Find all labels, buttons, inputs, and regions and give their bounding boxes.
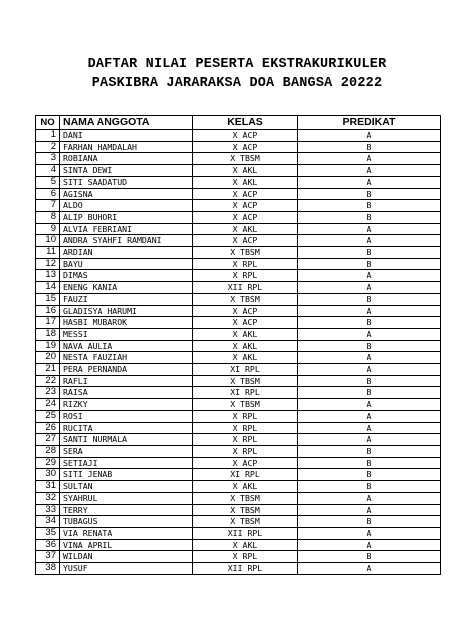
table-row [36,469,441,481]
table-row [36,223,441,235]
table-row [36,340,441,352]
grade-cell: B [298,375,441,387]
grade-cell: B [298,387,441,399]
grade-cell: A [298,504,441,516]
row-number: 10 [36,235,60,247]
member-name: SERA [60,445,193,457]
class-cell: XI RPL [193,364,298,376]
grades-table [35,115,441,575]
member-name: ARDIAN [60,247,193,259]
grade-cell: A [298,364,441,376]
table-row [36,481,441,493]
table-row [36,434,441,446]
grade-cell: B [298,258,441,270]
table-row [36,211,441,223]
member-name: PERA PERNANDA [60,364,193,376]
grade-cell: A [298,527,441,539]
member-name: AGISNA [60,188,193,200]
grade-cell: A [298,539,441,551]
class-cell: X ACP [193,141,298,153]
table-row [36,352,441,364]
class-cell: XII RPL [193,527,298,539]
member-name: MESSI [60,328,193,340]
row-number: 19 [36,340,60,352]
member-name: SETIAJI [60,457,193,469]
row-number: 35 [36,527,60,539]
class-cell: X TBSM [193,399,298,411]
grade-cell: B [298,293,441,305]
member-name: ALIP BUHORI [60,211,193,223]
member-name: ENENG KANIA [60,282,193,294]
row-number: 38 [36,563,60,575]
grade-cell: B [298,141,441,153]
table-row [36,235,441,247]
row-number: 36 [36,539,60,551]
header-predikat: PREDIKAT [298,116,441,130]
table-row [36,563,441,575]
row-number: 28 [36,445,60,457]
row-number: 5 [36,176,60,188]
row-number: 13 [36,270,60,282]
table-row [36,387,441,399]
table-row [36,410,441,422]
grade-cell: B [298,211,441,223]
member-name: SYAHRUL [60,492,193,504]
grade-cell: A [298,352,441,364]
grade-cell: B [298,481,441,493]
table-row [36,247,441,259]
row-number: 3 [36,153,60,165]
row-number: 14 [36,282,60,294]
member-name: RAFLI [60,375,193,387]
member-name: SULTAN [60,481,193,493]
class-cell: X RPL [193,445,298,457]
row-number: 6 [36,188,60,200]
row-number: 30 [36,469,60,481]
member-name: SITI JENAB [60,469,193,481]
row-number: 9 [36,223,60,235]
row-number: 16 [36,305,60,317]
member-name: VINA APRIL [60,539,193,551]
table-row [36,153,441,165]
row-number: 34 [36,516,60,528]
document-subtitle: PASKIBRA JARARAKSA DOA BANGSA 20222 [91,76,383,91]
grade-cell: A [298,305,441,317]
class-cell: X AKL [193,223,298,235]
table-row [36,539,441,551]
member-name: TUBAGUS [60,516,193,528]
table-row [36,282,441,294]
class-cell: XI RPL [193,469,298,481]
table-row [36,457,441,469]
class-cell: X RPL [193,410,298,422]
member-name: SITI SAADATUD [60,176,193,188]
member-name: RUCITA [60,422,193,434]
class-cell: X RPL [193,270,298,282]
table-header-row [36,116,441,130]
class-cell: X ACP [193,200,298,212]
class-cell: X AKL [193,328,298,340]
row-number: 2 [36,141,60,153]
row-number: 11 [36,247,60,259]
grade-cell: A [298,563,441,575]
table-row [36,130,441,142]
document-title: DAFTAR NILAI PESERTA EKSTRAKURIKULER [87,57,387,72]
grade-cell: A [298,328,441,340]
grade-cell: B [298,340,441,352]
member-name: DANI [60,130,193,142]
table-row [36,200,441,212]
table-row [36,258,441,270]
row-number: 25 [36,410,60,422]
class-cell: X RPL [193,551,298,563]
row-number: 24 [36,399,60,411]
member-name: ALVIA FEBRIANI [60,223,193,235]
class-cell: X AKL [193,352,298,364]
class-cell: X TBSM [193,492,298,504]
row-number: 15 [36,293,60,305]
table-row [36,399,441,411]
grade-cell: B [298,317,441,329]
member-name: TERRY [60,504,193,516]
class-cell: X TBSM [193,504,298,516]
class-cell: X TBSM [193,516,298,528]
row-number: 27 [36,434,60,446]
member-name: SINTA DEWI [60,165,193,177]
member-name: ROSI [60,410,193,422]
table-row [36,516,441,528]
grade-cell: A [298,223,441,235]
table-row [36,527,441,539]
class-cell: X RPL [193,258,298,270]
row-number: 1 [36,130,60,142]
member-name: ANDRA SYAHFI RAMDANI [60,235,193,247]
grade-cell: A [298,235,441,247]
class-cell: X AKL [193,165,298,177]
grade-cell: A [298,399,441,411]
table-row [36,445,441,457]
row-number: 26 [36,422,60,434]
table-row [36,364,441,376]
class-cell: X TBSM [193,153,298,165]
member-name: ALDO [60,200,193,212]
class-cell: X ACP [193,211,298,223]
class-cell: X TBSM [193,375,298,387]
row-number: 7 [36,200,60,212]
grade-cell: B [298,457,441,469]
member-name: HASBI MUBAROK [60,317,193,329]
grade-cell: B [298,188,441,200]
class-cell: X RPL [193,422,298,434]
class-cell: X ACP [193,305,298,317]
grade-cell: B [298,469,441,481]
row-number: 8 [36,211,60,223]
row-number: 17 [36,317,60,329]
member-name: NAVA AULIA [60,340,193,352]
grade-cell: A [298,434,441,446]
row-number: 23 [36,387,60,399]
table-row [36,188,441,200]
grade-cell: B [298,551,441,563]
grade-cell: B [298,200,441,212]
grade-cell: A [298,422,441,434]
member-name: WILDAN [60,551,193,563]
class-cell: X AKL [193,340,298,352]
member-name: GLADISYA HARUMI [60,305,193,317]
grade-cell: A [298,176,441,188]
class-cell: X ACP [193,188,298,200]
member-name: RAISA [60,387,193,399]
member-name: FAUZI [60,293,193,305]
table-row [36,165,441,177]
member-name: DIMAS [60,270,193,282]
member-name: YUSUF [60,563,193,575]
table-row [36,375,441,387]
grade-cell: A [298,270,441,282]
table-row [36,270,441,282]
grade-cell: A [298,165,441,177]
grade-cell: A [298,153,441,165]
row-number: 22 [36,375,60,387]
row-number: 4 [36,165,60,177]
class-cell: XII RPL [193,282,298,294]
class-cell: X TBSM [193,247,298,259]
member-name: RIZKY [60,399,193,411]
class-cell: X RPL [193,434,298,446]
table-row [36,317,441,329]
row-number: 31 [36,481,60,493]
table-row [36,492,441,504]
row-number: 21 [36,364,60,376]
member-name: VIA RENATA [60,527,193,539]
class-cell: XII RPL [193,563,298,575]
header-no: NO [36,116,60,130]
row-number: 32 [36,492,60,504]
table-row [36,141,441,153]
table-row [36,176,441,188]
table-row [36,504,441,516]
row-number: 12 [36,258,60,270]
row-number: 18 [36,328,60,340]
row-number: 29 [36,457,60,469]
grade-cell: A [298,492,441,504]
class-cell: X ACP [193,130,298,142]
table-row [36,551,441,563]
grade-cell: B [298,445,441,457]
class-cell: X AKL [193,481,298,493]
row-number: 37 [36,551,60,563]
class-cell: X AKL [193,539,298,551]
grade-cell: A [298,410,441,422]
class-cell: X AKL [193,176,298,188]
table-row [36,328,441,340]
header-nama-anggota: NAMA ANGGOTA [60,116,193,130]
header-kelas: KELAS [193,116,298,130]
table-row [36,305,441,317]
table-row [36,422,441,434]
member-name: FARHAN HAMDALAH [60,141,193,153]
row-number: 20 [36,352,60,364]
class-cell: XI RPL [193,387,298,399]
grade-cell: B [298,516,441,528]
member-name: BAYU [60,258,193,270]
member-name: ROBIANA [60,153,193,165]
member-name: SANTI NURMALA [60,434,193,446]
class-cell: X ACP [193,235,298,247]
grade-cell: B [298,247,441,259]
class-cell: X TBSM [193,293,298,305]
grade-cell: A [298,282,441,294]
class-cell: X ACP [193,457,298,469]
table-row [36,293,441,305]
class-cell: X ACP [193,317,298,329]
row-number: 33 [36,504,60,516]
grade-cell: A [298,130,441,142]
member-name: NESTA FAUZIAH [60,352,193,364]
